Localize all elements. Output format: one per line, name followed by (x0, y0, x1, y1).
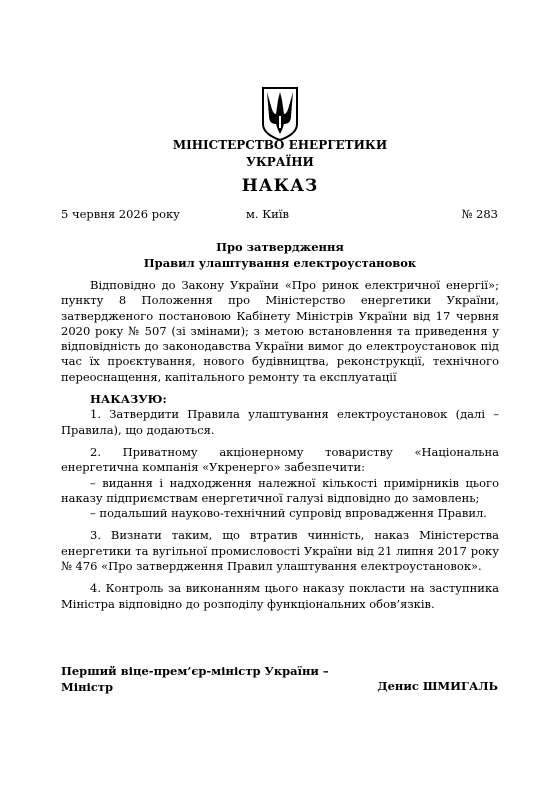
order-item-2-sub-1: – видання і надходження належної кількості примірників цього наказу підприємствам енергетичної галузі відповідно до замовлень; (61, 475, 499, 505)
order-item-2-sub-2: – подальший науково-технічний супровід впровадження Правил. (90, 506, 487, 521)
ministry-line-1: МІНІСТЕРСТВО ЕНЕРГЕТИКИ (172, 138, 388, 152)
ukraine-trident-emblem-icon (260, 86, 300, 142)
signatory-position-line-1: Перший віце-прем’єр-міністр України – (61, 664, 329, 678)
subject-line-1: Про затвердження (216, 240, 344, 254)
subject-line-2: Правил улаштування електроустановок (143, 256, 417, 270)
signatory-position-line-2: Міністр (61, 680, 114, 694)
order-city: м. Київ (246, 207, 289, 221)
ministry-name (0, 137, 560, 171)
order-item-1: 1. Затвердити Правила улаштування електроустановок (далі – Правила), що додаються. (61, 407, 499, 437)
document-type-title: НАКАЗ (241, 176, 319, 196)
preamble-paragraph: Відповідно до Закону України «Про ринок електричної енергії»; пункту 8 Положення про Міністерство енергетики України, затвердженого постановою Кабінету Міністрів України від 17 червня 2020 року № 507 (зі змінами); з метою встановлення та приведення у відповідність до законодавства України вимог до електроустановок під час їх проєктування, нового будівництва, реконструкції, технічного переоснащення, капітального ремонту та експлуатації (61, 278, 499, 384)
order-number: № 283 (461, 207, 498, 221)
ministry-line-2: УКРАЇНИ (246, 155, 314, 169)
order-body (61, 278, 499, 612)
order-item-4: 4. Контроль за виконанням цього наказу покласти на заступника Міністра відповідно до розподілу функціональних обов’язків. (61, 581, 499, 611)
order-item-2: 2. Приватному акціонерному товариству «Національна енергетична компанія «Укренерго» забезпечити: (61, 444, 499, 475)
order-date: 5 червня 2026 року (61, 207, 180, 221)
signatory-position (61, 663, 329, 695)
signatory-name: Денис ШМИГАЛЬ (377, 679, 498, 693)
order-subject (0, 239, 560, 271)
order-directive-word: НАКАЗУЮ: (90, 392, 167, 407)
order-item-3: 3. Визнати таким, що втратив чинність, наказ Міністерства енергетики та вугільної промисловості України від 21 липня 2017 року № 476 «Про затвердження Правил улаштування електроустановок». (61, 528, 499, 574)
